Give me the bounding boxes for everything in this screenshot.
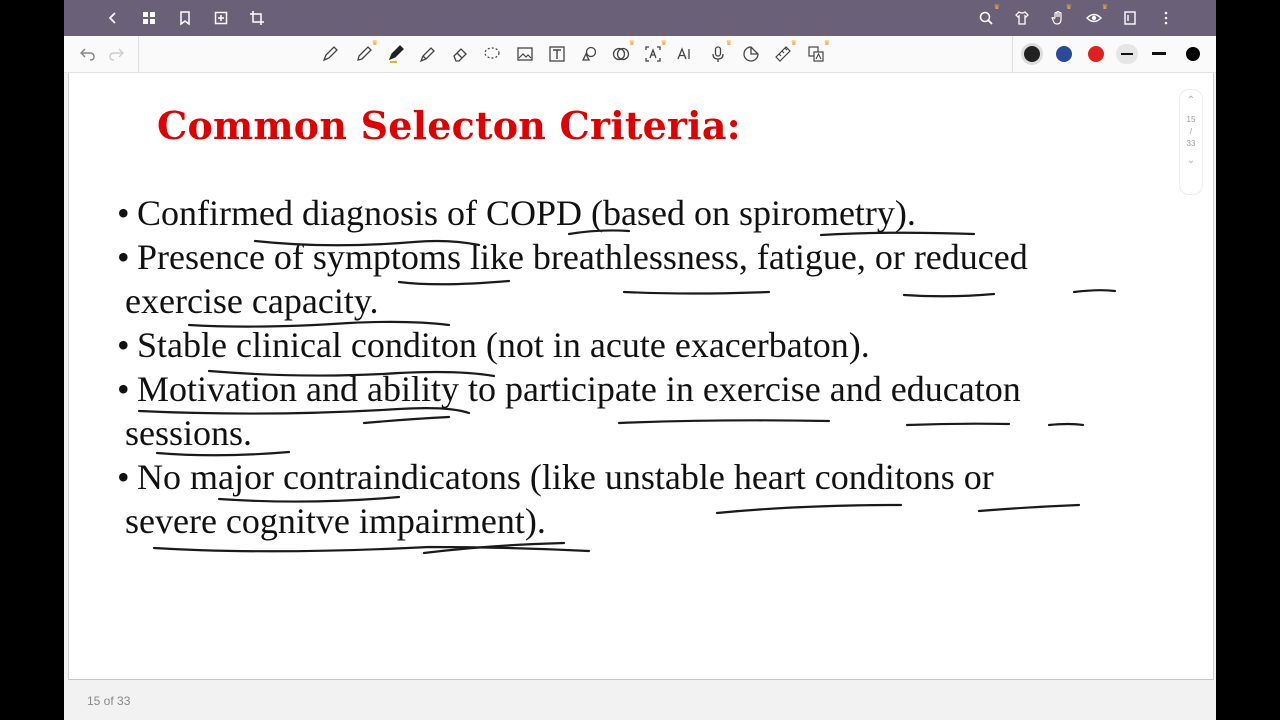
page-separator: /: [1189, 127, 1193, 136]
bullet-dot: •: [117, 325, 130, 365]
more-icon[interactable]: [1155, 7, 1177, 29]
bullet-dot: •: [117, 193, 130, 233]
current-page: 15: [1186, 115, 1196, 124]
pen-color-blue[interactable]: [1056, 46, 1072, 62]
page-scroller[interactable]: [1179, 89, 1203, 195]
ocr-icon[interactable]: ♛: [610, 43, 632, 65]
shapes-icon[interactable]: [578, 43, 600, 65]
total-pages: 33: [1186, 139, 1196, 148]
pen-color-red[interactable]: [1088, 46, 1104, 62]
bullet-item-1: [117, 191, 1197, 235]
bullet-item-3: [117, 323, 1197, 367]
hand-icon[interactable]: ♛: [1047, 7, 1069, 29]
pen-color-dark-grey[interactable]: [1024, 46, 1040, 62]
text-icon[interactable]: [546, 43, 568, 65]
ruler-icon[interactable]: ♛: [772, 43, 794, 65]
chevron-down-icon[interactable]: ⌄: [1186, 155, 1196, 166]
shirt-icon[interactable]: [1011, 7, 1033, 29]
tool-bar: [64, 36, 1216, 73]
bookmark-icon[interactable]: [174, 7, 196, 29]
chevron-up-icon[interactable]: ⌃: [1186, 95, 1196, 106]
document-page[interactable]: [68, 73, 1214, 680]
stroke-width-medium[interactable]: [1152, 52, 1166, 55]
ai-icon[interactable]: [674, 43, 696, 65]
crop-icon[interactable]: [246, 7, 268, 29]
eraser-icon[interactable]: [449, 43, 471, 65]
redo-icon[interactable]: [105, 43, 127, 65]
bullet-text: Confirmed diagnosis of COPD (based on spirometry).: [137, 193, 916, 233]
slide-title: Common Selecton Criteria:: [157, 103, 741, 148]
back-icon[interactable]: [102, 7, 124, 29]
top-bar: [64, 0, 1216, 36]
grid-icon[interactable]: [138, 7, 160, 29]
bullet-text-continued: severe cognitve impairment).: [125, 501, 546, 541]
stroke-width-thin[interactable]: [1116, 44, 1138, 64]
stroke-width-thick[interactable]: [1186, 47, 1200, 61]
add-page-icon[interactable]: [210, 7, 232, 29]
microphone-icon[interactable]: ♛: [707, 43, 729, 65]
bullet-dot: •: [117, 457, 130, 497]
bullet-text: No major contraindicatons (like unstable heart conditons or: [137, 457, 994, 497]
bullet-text: Presence of symptoms like breathlessness, fatigue, or reduced: [137, 237, 1028, 277]
eye-icon[interactable]: ♛: [1083, 7, 1105, 29]
image-icon[interactable]: [514, 43, 536, 65]
bullet-list: [117, 191, 1197, 543]
lasso-icon[interactable]: [481, 43, 503, 65]
bullet-text-continued: exercise capacity.: [125, 281, 379, 321]
bullet-dot: •: [117, 237, 130, 277]
bullet-item-4: [117, 367, 1197, 455]
bullet-text-continued: sessions.: [125, 413, 253, 453]
translate-icon[interactable]: ♛: [805, 43, 827, 65]
text-recognition-icon[interactable]: ♛: [642, 43, 664, 65]
marker-icon[interactable]: [417, 43, 439, 65]
bullet-item-2: [117, 235, 1197, 323]
bullet-item-5: [117, 455, 1197, 543]
highlighter-icon[interactable]: [385, 43, 407, 65]
note-app: [64, 0, 1216, 720]
page-counter-label: 15 of 33: [87, 694, 131, 708]
document-icon[interactable]: [1119, 7, 1141, 29]
sticker-icon[interactable]: [740, 43, 762, 65]
pencil-icon[interactable]: ♛: [353, 43, 375, 65]
bullet-text: Stable clinical conditon (not in acute exacerbaton).: [137, 325, 870, 365]
bullet-dot: •: [117, 369, 130, 409]
pen-icon[interactable]: [319, 43, 341, 65]
bullet-text: Motivation and ability to participate in exercise and educaton: [137, 369, 1021, 409]
undo-icon[interactable]: [77, 43, 99, 65]
search-icon[interactable]: ♛: [975, 7, 997, 29]
